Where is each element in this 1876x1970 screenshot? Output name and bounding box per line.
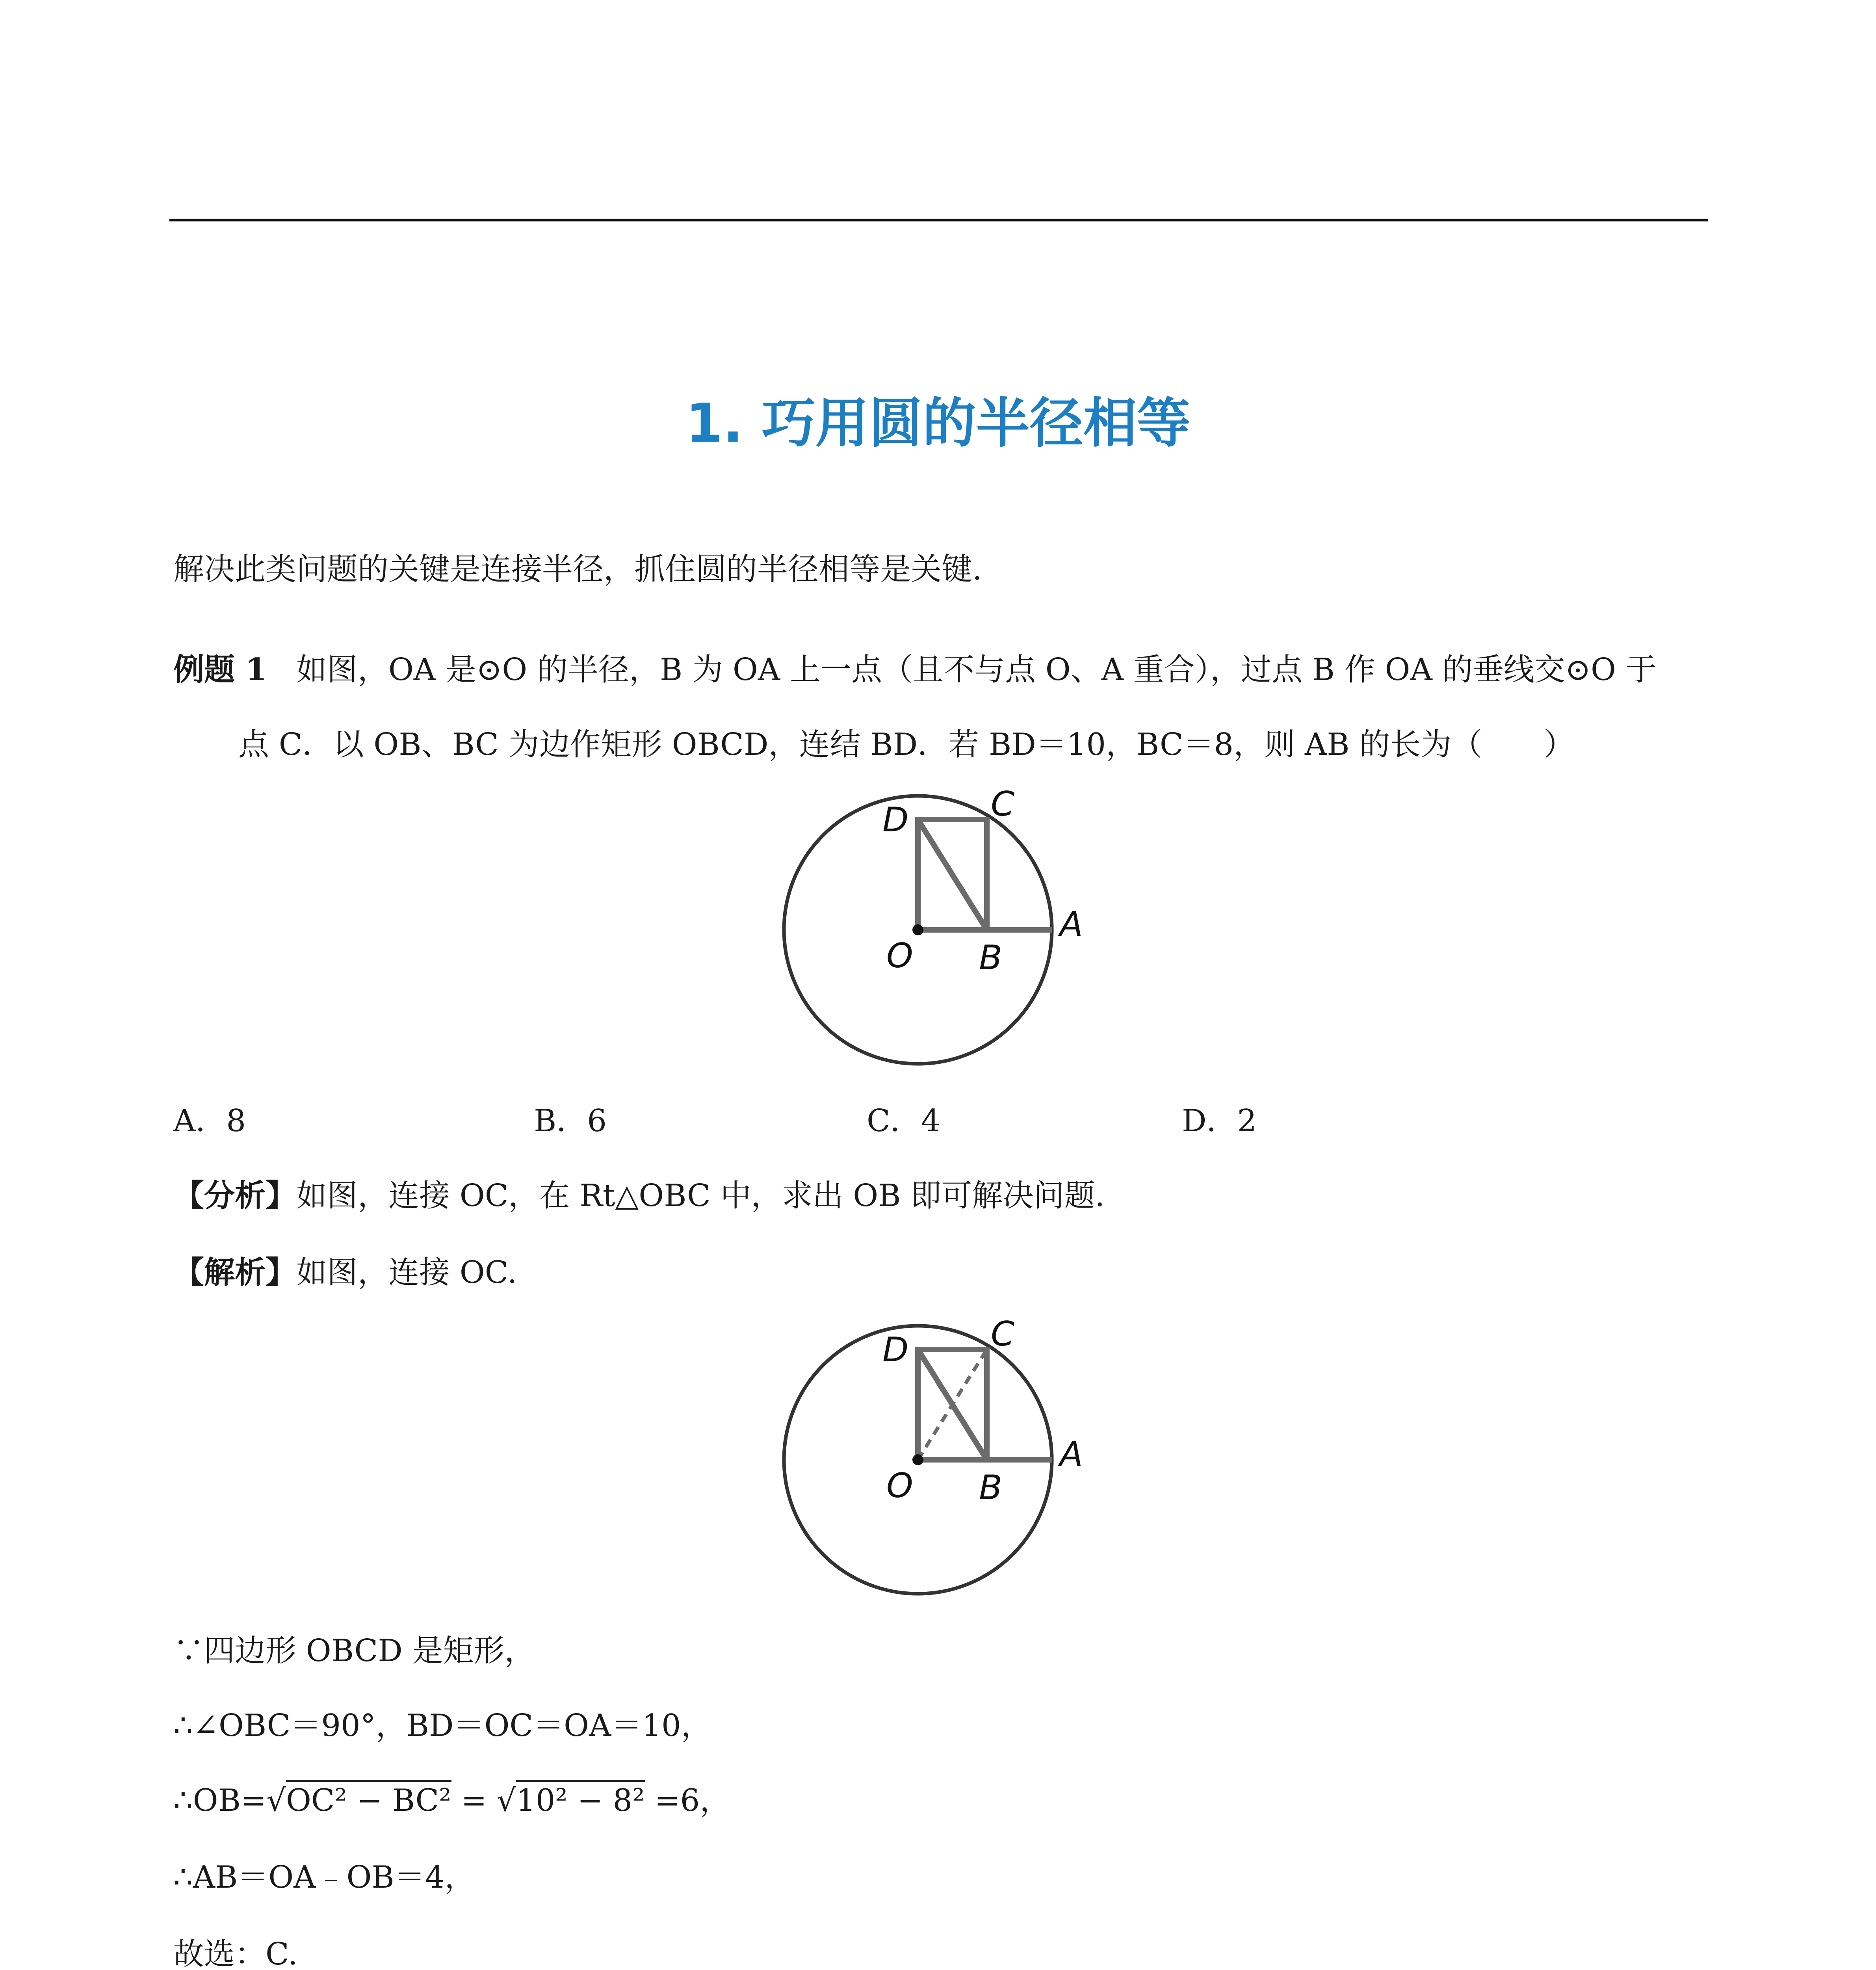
choice-c: C．4: [867, 1103, 941, 1139]
label-b: B: [979, 1468, 1002, 1507]
sqrt-sign-1: √: [266, 1783, 286, 1818]
intro-text: 解决此类问题的关键是连接半径，抓住圆的半径相等是关键.: [173, 552, 982, 587]
label-c: C: [991, 784, 1015, 824]
label-d: D: [882, 1330, 909, 1370]
label-c: C: [991, 1314, 1015, 1354]
solution-line: [173, 1249, 517, 1296]
example-text-2: 点 C．以 OB、BC 为边作矩形 OBCD，连结 BD．若 BD＝10，BC＝8，则 AB 的长为（ ）: [238, 727, 1575, 762]
step-2: ∴∠OBC＝90°，BD＝OC＝OA＝10，: [173, 1708, 712, 1743]
section-title: 1. 巧用圆的半径相等: [685, 392, 1191, 455]
point-o: [912, 924, 923, 935]
header-rule: [169, 219, 1708, 221]
solution-text: 如图，连接 OC.: [296, 1255, 517, 1290]
step-5: 故选：C.: [173, 1937, 298, 1970]
label-b: B: [979, 938, 1002, 978]
step-3: [173, 1777, 730, 1824]
example-label: 例题 1: [173, 652, 267, 688]
figure-circle-rectangle-oc: [772, 1310, 1095, 1609]
step-3-prefix: ∴OB=: [173, 1783, 267, 1818]
analysis-label: 【分析】: [173, 1178, 297, 1214]
analysis-text: 如图，连接 OC，在 Rt△OBC 中，求出 OB 即可解决问题.: [296, 1178, 1105, 1214]
choice-a: A．8: [173, 1103, 246, 1139]
figure-circle-rectangle: [772, 780, 1095, 1080]
analysis-line: [173, 1172, 1105, 1219]
choice-b: B．6: [534, 1103, 607, 1139]
example-line-1: [173, 646, 1657, 693]
segment-bd: [918, 820, 987, 930]
step-3-equals: =: [461, 1783, 487, 1818]
point-o: [912, 1454, 923, 1465]
example-text-1: 如图，OA 是⊙O 的半径，B 为 OA 上一点（且不与点 O、A 重合），过点 B 作 OA 的垂线交⊙O 于: [296, 652, 1657, 688]
label-o: O: [886, 936, 913, 976]
solution-label: 【解析】: [173, 1254, 297, 1290]
label-o: O: [886, 1466, 913, 1505]
radicand-1: OC² − BC²: [286, 1780, 451, 1818]
sqrt-sign-2: √: [496, 1783, 516, 1818]
radicand-2: 10² − 8²: [516, 1780, 645, 1818]
step-4: ∴AB＝OA﹣OB＝4，: [173, 1860, 476, 1895]
label-d: D: [882, 800, 909, 840]
choice-d: D．2: [1182, 1103, 1257, 1139]
label-a: A: [1060, 1435, 1083, 1474]
step-1: ∵四边形 OBCD 是矩形，: [173, 1633, 535, 1669]
label-a: A: [1060, 905, 1083, 944]
step-3-suffix: =6，: [654, 1783, 731, 1818]
